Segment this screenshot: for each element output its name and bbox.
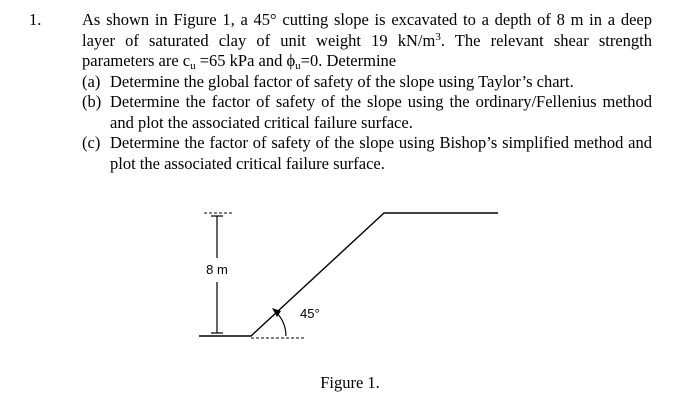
slope-profile	[199, 213, 498, 336]
cu-subscript: u	[190, 60, 196, 72]
intro-text-2: . The relevant shear strength parameters are c	[82, 30, 652, 70]
angle-label: 45°	[300, 306, 320, 321]
part-a-label: (a)	[82, 71, 101, 91]
intro-text-3: =65 kPa and ϕ	[195, 51, 296, 70]
part-a-text: Determine the global factor of safety of the slope using Taylor’s chart.	[110, 71, 574, 91]
problem-number: 1.	[29, 10, 42, 29]
part-c-label: (c)	[82, 133, 101, 152]
intro-text-1: As shown in Figure 1, a 45° cutting slope is excavated to a depth of 8 m in a deep layer of saturated clay of unit weight 19 kN/m	[82, 10, 652, 50]
intro-text-4: =0. Determine	[300, 51, 397, 70]
part-b-label: (b)	[82, 92, 102, 111]
part-c-text: Determine the factor of safety of the slope using Bishop’s simplified method and plot the associated critical failure surface.	[110, 133, 652, 173]
part-b-text: Determine the factor of safety of the slope using the ordinary/Fellenius method and plot the associated critical failure surface.	[110, 92, 652, 132]
figure-caption: Figure 1.	[320, 373, 380, 392]
unit-exponent: 3	[435, 30, 441, 43]
phi-subscript: u	[295, 60, 301, 72]
depth-label: 8 m	[206, 262, 228, 277]
